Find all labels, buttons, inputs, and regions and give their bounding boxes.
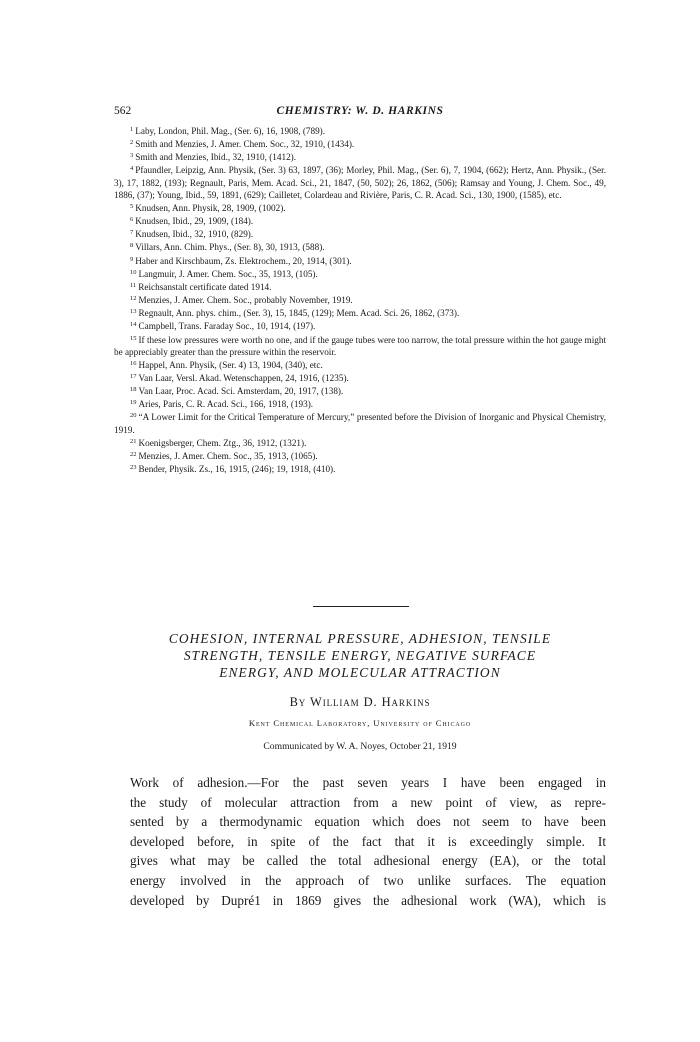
footnote-text: Van Laar, Versl. Akad. Wetenschappen, 24, 1916, (1235). [138,372,349,383]
article-title [114,631,606,681]
footnote-text: Knudsen, Ann. Physik, 28, 1909, (1002). [135,202,286,213]
section-divider [313,606,409,607]
footnote-marker: 21 [130,437,137,445]
footnote-marker: 12 [130,295,137,303]
footnote-8 [114,240,606,253]
footnote-4 [114,163,606,200]
footnote-18 [114,384,606,397]
footnote-text: Regnault, Ann. phys. chim., (Ser. 3), 15, 1845, (129); Mem. Acad. Sci. 26, 1862, (373). [138,308,460,319]
footnote-marker: 14 [130,321,137,329]
footnote-text: Happel, Ann. Physik, (Ser. 4) 13, 1904, (340), etc. [138,359,323,370]
footnote-text: Smith and Menzies, Ibid., 32, 1910, (1412). [135,152,297,163]
footnote-15 [114,333,606,358]
footnote-1 [114,124,606,137]
footnote-text: Knudsen, Ibid., 32, 1910, (829). [135,229,254,240]
running-head [114,102,606,120]
page-number: 562 [114,105,132,117]
footnote-marker: 20 [130,412,137,420]
body-line: energy involved in the approach of two unlike surfaces. The equation [130,872,606,888]
body-line: gives what may be called the total adhesional energy (EA), or the total [130,853,606,869]
footnote-text: Van Laar, Proc. Acad. Sci. Amsterdam, 20, 1917, (138). [138,386,344,397]
footnote-7 [114,227,606,240]
footnote-text: Pfaundler, Leipzig, Ann. Physik, (Ser. 3) 63, 1897, (36); Morley, Phil. Mag., (Ser. 6), 7, 1904, (662); Hertz, Ann. Physik., (Ser. 3), 17, 1882, (193); Regnault, Paris, Mem. Acad. Sci., 21, 1847, (50, 502); 26, 1862, (506); Ramsay and Young, J. Chem. Soc., 49, 1886, (37); Young, Ibid., 59, 1891, (629); Cailletet, Colardeau and Rivière, Paris, C. R. Acad. Sci., 130, 1900, (1585), etc. [114,165,606,200]
article-title-line: STRENGTH, TENSILE ENERGY, NEGATIVE SURFACE [183,647,537,663]
footnote-marker: 9 [130,255,134,263]
footnote-text: Koenigsberger, Chem. Ztg., 36, 1912, (1321). [138,437,307,448]
footnote-marker: 18 [130,386,137,394]
footnote-14 [114,319,606,332]
footnote-9 [114,254,606,267]
footnote-marker: 16 [130,359,137,367]
footnote-10 [114,267,606,280]
body-line: developed before, in spite of the fact that it is exceedingly simple. It [130,833,606,849]
footnote-16 [114,358,606,371]
body-line: Work of adhesion.—For the past seven years I have been engaged in [130,775,606,790]
article-body [130,773,606,910]
communicated-note: Communicated by W. A. Noyes, October 21, 1919 [263,741,457,752]
footnote-marker: 1 [130,126,134,133]
footnote-marker: 6 [130,216,134,224]
footnote-text: Knudsen, Ibid., 29, 1909, (184). [135,216,254,227]
footnote-22 [114,449,606,462]
footnote-20 [114,410,606,435]
footnote-marker: 10 [130,268,137,276]
footnote-text: Langmuir, J. Amer. Chem. Soc., 35, 1913, (105). [138,268,318,279]
footnote-marker: 11 [130,281,137,289]
footnote-text: Villars, Ann. Chim. Phys., (Ser. 8), 30, 1913, (588). [135,242,325,253]
body-line: developed by Dupré1 in 1869 gives the adhesional work (WA), which is [130,892,606,908]
footnote-6 [114,214,606,227]
footnotes-list [114,124,606,475]
footnote-marker: 19 [130,399,137,407]
footnote-marker: 22 [130,450,137,458]
author-byline: By William D. Harkins [289,695,431,709]
footnote-text: If these low pressures were worth no one, and if the gauge tubes were too narrow, the total pressure within the hot gauge might be appreciably greater than the pressure within the reservoir. [114,334,606,357]
footnote-marker: 3 [130,152,134,160]
footnote-marker: 4 [130,165,134,173]
footnote-17 [114,371,606,384]
footnote-21 [114,436,606,449]
footnote-text: Reichsanstalt certificate dated 1914. [138,281,272,292]
footnote-marker: 13 [130,308,137,316]
footnote-text: Menzies, J. Amer. Chem. Soc., probably November, 1919. [138,295,353,306]
footnote-marker: 8 [130,242,134,250]
footnote-text: Aries, Paris, C. R. Acad. Sci., 166, 1918, (193). [138,399,314,410]
body-line: the study of molecular attraction from a new point of view, as repre- [130,794,606,810]
footnote-12 [114,293,606,306]
footnote-text: “A Lower Limit for the Critical Temperature of Mercury,” presented before the Division of Inorganic and Physical Chemistry, 1919. [114,412,606,435]
footnote-5 [114,201,606,214]
footnote-text: Laby, London, Phil. Mag., (Ser. 6), 16, 1908, (789). [135,126,326,136]
footnote-marker: 15 [130,334,137,342]
body-line: sented by a thermodynamic equation which does not seem to have been [130,814,606,830]
article-title-line: COHESION, INTERNAL PRESSURE, ADHESION, TENSILE [168,631,552,646]
footnote-23 [114,462,606,475]
footnote-11 [114,280,606,293]
footnote-2 [114,137,606,150]
footnote-text: Bender, Physik. Zs., 16, 1915, (246); 19, 1918, (410). [138,464,336,475]
footnote-marker: 17 [130,372,137,380]
author-affiliation: Kent Chemical Laboratory, University of Chicago [248,718,472,728]
footnote-marker: 2 [130,139,134,147]
footnote-text: Haber and Kirschbaum, Zs. Elektrochem., 20, 1914, (301). [135,255,352,266]
footnote-text: Menzies, J. Amer. Chem. Soc., 35, 1913, (1065). [138,450,318,461]
article-title-line: ENERGY, AND MOLECULAR ATTRACTION [219,664,501,680]
footnote-13 [114,306,606,319]
running-head-title: CHEMISTRY: W. D. HARKINS [276,105,444,117]
footnote-19 [114,397,606,410]
footnote-text: Campbell, Trans. Faraday Soc., 10, 1914, (197). [138,321,316,332]
footnote-marker: 7 [130,229,134,237]
footnote-marker: 5 [130,202,134,210]
footnote-text: Smith and Menzies, J. Amer. Chem. Soc., 32, 1910, (1434). [135,139,355,150]
footnote-3 [114,150,606,163]
footnote-marker: 23 [130,464,137,472]
